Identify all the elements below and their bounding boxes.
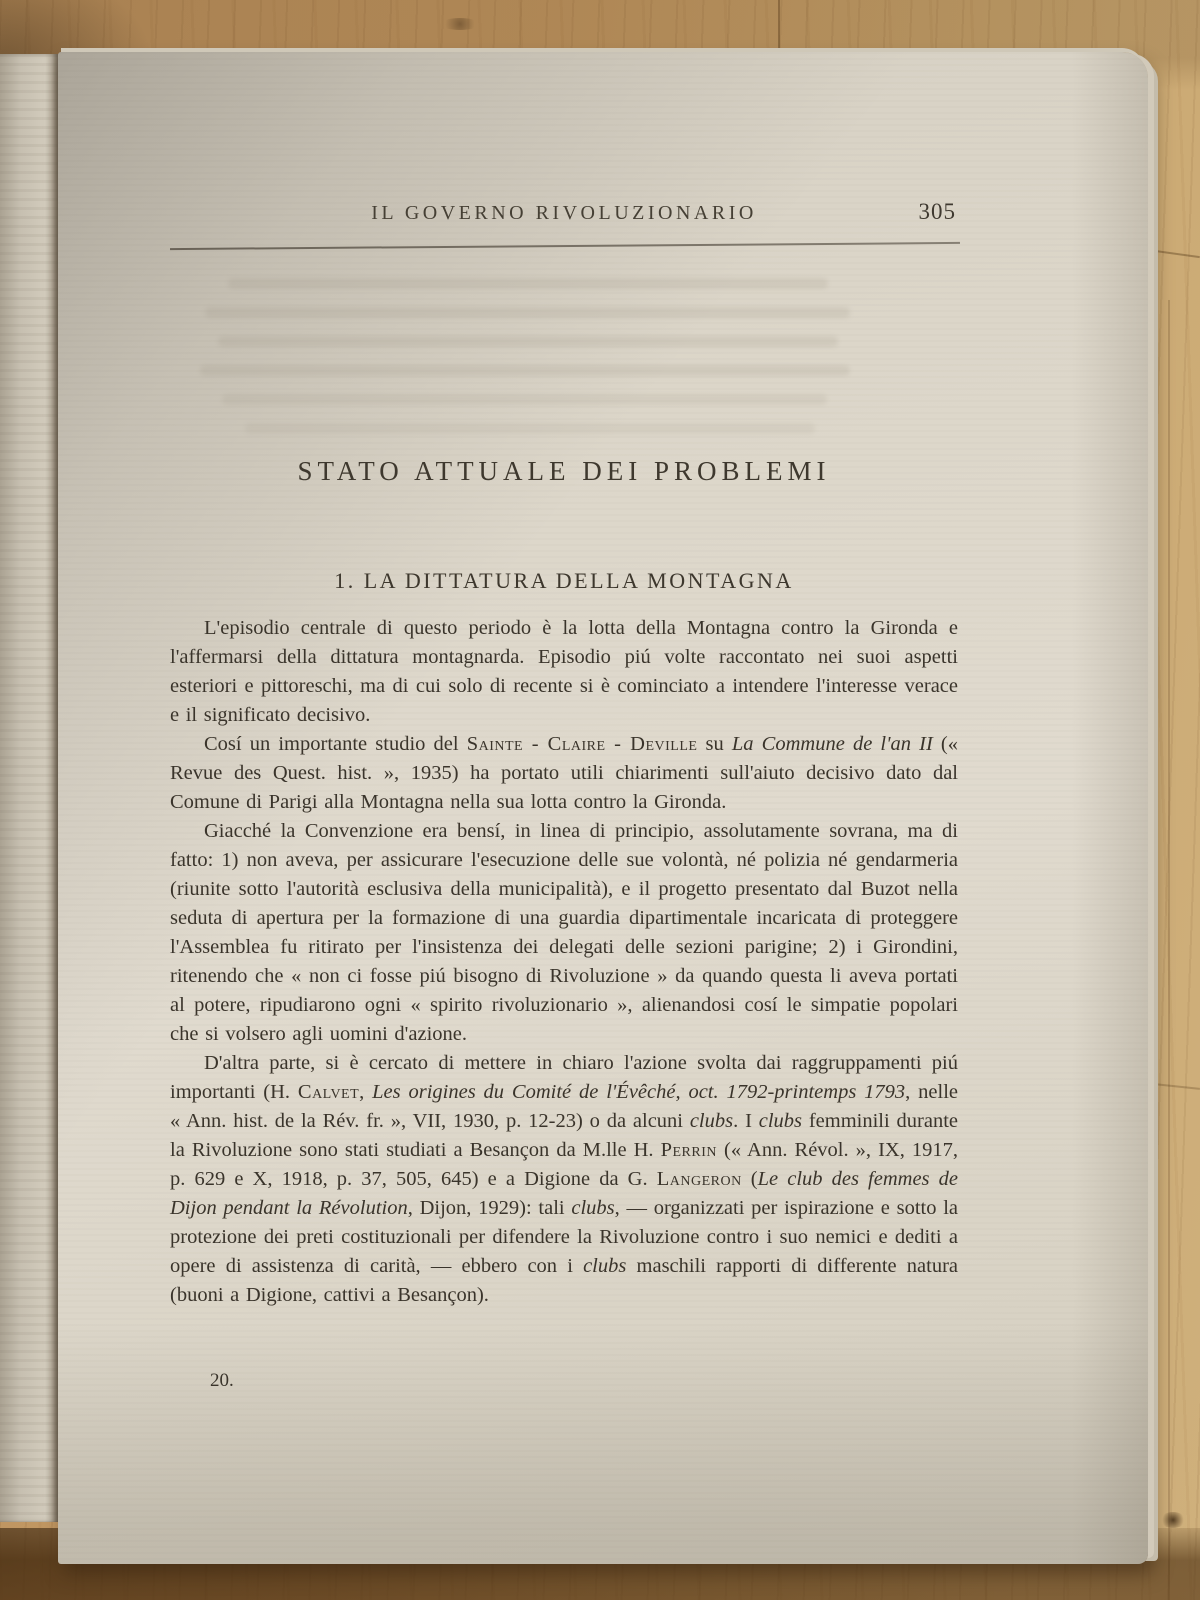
wood-grain-crack — [1145, 1082, 1200, 1090]
paragraph: D'altra parte, si è cercato di mettere in chiaro l'azione svolta dai raggruppamenti piú importanti (H. Calvet, Les origines du Comité de l'Évêché, oct. 1792-printemps 1793, nelle « Ann. hist. de la Rév. fr. », VII, 1930, p. 12-23) o da alcuni clubs. I clubs femminili durante la Rivoluzione sono stati studiati a Besançon da M.lle H. Perrin (« Ann. Révol. », IX, 1917, p. 629 e X, 1918, p. 37, 505, 645) e a Digione da G. Langeron (Le club des femmes de Dijon pendant la Révolution, Dijon, 1929): tali clubs, — organizzati per ispirazione e sotto la protezione dei preti costituzionali per difendere la Rivoluzione contro i suo nemici e dediti a opere di assistenza di carità, — ebbero con i clubs maschili rapporti di differente natura (buoni a Digione, cattivi a Besançon). — [170, 1052, 959, 1306]
showthrough-text — [200, 278, 860, 452]
section-heading: 1. LA DITTATURA DELLA MONTAGNA — [334, 568, 794, 593]
wood-grain-crack — [1140, 248, 1200, 258]
signature-mark: 20. — [210, 1370, 234, 1391]
running-header-row — [170, 199, 958, 232]
wood-plank-seam — [1168, 300, 1170, 1600]
header-rule — [170, 242, 960, 250]
page-number: 305 — [918, 199, 956, 224]
paragraph: Giacché la Convenzione era bensí, in linea di principio, assolutamente sovrana, ma di fatto: 1) non aveva, per assicurare l'esecuzione delle sue volontà, né polizia né gendarmeria (riunite sotto l'autorità esclusiva della municipalità), e il progetto presentato dal Buzot nella seduta di apertura per la formazione di una guardia dipartimentale incaricata di proteggere l'Assemblea fu ritirato per l'insistenza dei delegati delle sezioni parigine; 2) i Girondini, ritenendo che « non ci fosse piú bisogno di Rivoluzione » da quando questa li aveva portati al potere, ripudiarono ogni « spirito rivoluzionario », alienandosi cosí le simpatie popolari che si volsero agli uomini d'azione. — [170, 820, 958, 1045]
wood-knot — [1160, 1512, 1186, 1528]
wood-plank-seam — [778, 0, 780, 60]
body-text — [170, 614, 958, 1310]
paragraph: L'episodio centrale di questo periodo è la lotta della Montagna contro la Gironda e l'affermarsi della dittatura montagnarda. Episodio piú volte raccontato nei suoi aspetti esteriori e pittoreschi, ma di cui solo di recente si è cominciato a intendere l'interesse verace e il significato decisivo. — [170, 617, 958, 726]
running-header: IL GOVERNO RIVOLUZIONARIO — [371, 202, 757, 224]
book-left-pages-edge — [0, 54, 59, 1522]
main-heading: STATO ATTUALE DEI PROBLEMI — [297, 456, 831, 486]
paragraph: Cosí un importante studio del Sainte - Claire - Deville su La Commune de l'an II (« Revue des Quest. hist. », 1935) ha portato utili chiarimenti sull'aiuto decisivo dato dal Comune di Parigi alla Montagna nella sua lotta contro la Gironda. — [170, 733, 958, 813]
book-page — [58, 52, 1148, 1564]
wood-knot — [440, 18, 480, 30]
